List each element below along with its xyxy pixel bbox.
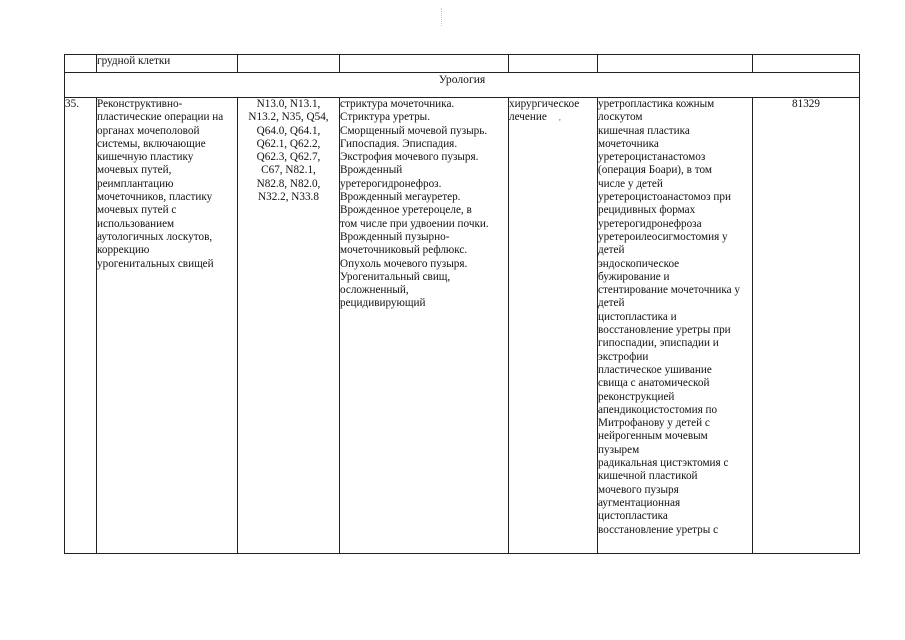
- cell-number: [65, 55, 97, 73]
- text-line: реимплантацию: [97, 177, 174, 190]
- text-line: стентирование мочеточника у: [598, 284, 740, 297]
- table-row: [65, 98, 860, 554]
- text-line: пузырем: [598, 443, 640, 456]
- text-line: уретропластика кожным: [598, 98, 715, 110]
- cell-treatment-type: [509, 55, 598, 73]
- text-line: Врожденный: [340, 164, 403, 177]
- text-line: Урогенитальный свищ,: [340, 270, 451, 283]
- price: 81329: [753, 98, 860, 554]
- text-line: N13.2, N35, Q54,: [248, 111, 329, 124]
- services-table: [64, 54, 860, 554]
- text-line: мочевых путей,: [97, 164, 172, 177]
- text-line: Врожденный пузырно-: [340, 230, 450, 243]
- treatment-method: [598, 98, 753, 554]
- text-line: Реконструктивно-: [97, 98, 183, 110]
- text-line: (операция Боари), в том: [598, 164, 712, 177]
- diagnosis: [340, 98, 509, 554]
- diagnosis-lines: [340, 98, 508, 311]
- text-line: лоскутом: [598, 111, 643, 124]
- cell-price: [753, 55, 860, 73]
- table-row-continued: [65, 55, 860, 73]
- text-line: Врожденный мегауретер.: [340, 191, 461, 204]
- text-line: пластическое ушивание: [598, 363, 712, 376]
- text-line: N32.2, N33.8: [258, 191, 319, 204]
- text-line: уретероцистанастомоз: [598, 151, 706, 164]
- section-header-row: [65, 73, 860, 98]
- text-line: апендикоцистостомия по: [598, 403, 718, 416]
- text-line: Q62.3, Q62.7,: [256, 151, 321, 164]
- text-line: реконструкцией: [598, 390, 675, 403]
- text-line: C67, N82.1,: [261, 164, 316, 177]
- text-line: N13.0, N13.1,: [256, 98, 321, 110]
- text-line: том числе при удвоении почки.: [340, 217, 489, 230]
- row-number: 35.: [65, 98, 97, 554]
- text-line: цистопластика и: [598, 310, 677, 323]
- text-line: Q62.1, Q62.2,: [256, 137, 321, 150]
- text-line: урогенитальных свищей: [97, 257, 214, 270]
- operation-name: [97, 98, 238, 554]
- text-line: Гипоспадия. Эписпадия.: [340, 137, 458, 150]
- text-line: уретероилеосигмостомия у: [598, 230, 728, 243]
- page-fold-mark: [441, 8, 443, 26]
- text-line: эндоскопическое: [598, 257, 680, 270]
- text-line: хирургическое: [509, 98, 580, 110]
- text-line: стриктура мочеточника.: [340, 98, 455, 110]
- cell-diagnosis: [340, 55, 509, 73]
- text-line: Стриктура уретры.: [340, 111, 430, 124]
- text-line: мочеточника: [598, 137, 659, 150]
- text-line: рецидивных формах: [598, 204, 696, 217]
- text-line: Сморщенный мочевой пузырь.: [340, 124, 488, 137]
- text-line: радикальная цистэктомия с: [598, 457, 729, 470]
- text-line: осложненный,: [340, 284, 409, 297]
- text-line: гипоспадии, эписпадии и: [598, 337, 719, 350]
- text-line: Врожденное уретероцеле, в: [340, 204, 472, 217]
- treatment-method-lines: [598, 98, 752, 537]
- operation-name-lines: [97, 98, 237, 271]
- text-line: детей: [598, 244, 625, 257]
- icd-code-lines: [238, 98, 339, 204]
- text-line: мочевого пузыря: [598, 483, 679, 496]
- text-line: детей: [598, 297, 625, 310]
- text-line: числе у детей: [598, 177, 663, 190]
- text-line: рецидивирующий: [340, 297, 426, 310]
- text-line: кишечной пластикой: [598, 470, 698, 483]
- cell-name: грудной клетки: [97, 55, 238, 73]
- text-line: нейрогенным мочевым: [598, 430, 708, 443]
- text-line: мочевых путей с: [97, 204, 177, 217]
- text-line: аутологичных лоскутов,: [97, 230, 213, 243]
- text-line: экстрофии: [598, 350, 649, 363]
- text-line: уретерогидронефроз.: [340, 177, 442, 190]
- text-line: мочеточников, пластику: [97, 191, 213, 204]
- text-line: Экстрофия мочевого пузыря.: [340, 151, 479, 164]
- text-line: цистопластика: [598, 510, 668, 523]
- icd-codes: [238, 98, 340, 554]
- text-line: Митрофанову у детей с: [598, 417, 710, 430]
- text-line: аугментационная: [598, 496, 681, 509]
- text-line: уретерогидронефроза: [598, 217, 702, 230]
- text-line: использованием: [97, 217, 175, 230]
- treatment-type: [509, 98, 598, 554]
- text-line: лечение ,: [509, 111, 561, 124]
- text-line: системы, включающие: [97, 137, 206, 150]
- text-line: Опухоль мочевого пузыря.: [340, 257, 468, 270]
- text-line: восстановление уретры при: [598, 324, 731, 337]
- section-title: Урология: [65, 73, 860, 98]
- text-line: кишечную пластику: [97, 151, 194, 164]
- text-line: органах мочеполовой: [97, 124, 200, 137]
- text-line: бужирование и: [598, 270, 670, 283]
- text-line: свища с анатомической: [598, 377, 710, 390]
- text-line: N82.8, N82.0,: [256, 177, 321, 190]
- text-line: коррекцию: [97, 244, 150, 257]
- cell-method: [598, 55, 753, 73]
- text-line: Q64.0, Q64.1,: [256, 124, 321, 137]
- text-line: кишечная пластика: [598, 124, 690, 137]
- text-line: мочеточниковый рефлюкс.: [340, 244, 468, 257]
- stray-mark: ,: [558, 113, 561, 123]
- treatment-type-lines: [509, 98, 597, 125]
- cell-codes: [238, 55, 340, 73]
- text-line: восстановление уретры с: [598, 523, 719, 536]
- text-line: уретероцистоанастомоз при: [598, 191, 731, 204]
- text-line: пластические операции на: [97, 111, 224, 124]
